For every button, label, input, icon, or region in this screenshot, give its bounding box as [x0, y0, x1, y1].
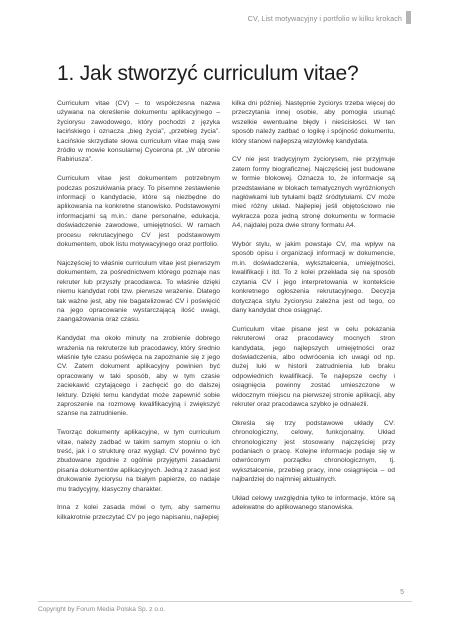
paragraph: Inna z kolei zasada mówi o tym, aby samemu kilkakrotnie przeczytać CV po jego napisaniu, najlepiej	[57, 504, 220, 521]
paragraph: Tworząc dokumenty aplikacyjne, w tym curriculum vitae, należy zadbać w takim samym stopniu o ich treść, jak i o strukturę oraz wygląd. CV powinno być zbudowane zgodnie z ogólnie przyjętymi zasadami pisania dokumentów aplikacyjnych. Jedną z zasad jest drukowanie życiorysu na białym papierze, co nadaje mu tradycyjny, klasyczny charakter.	[57, 429, 220, 493]
paragraph: CV nie jest tradycyjnym życiorysem, nie przyjmuje zatem formy biograficznej. Najczęściej jest budowane w formie blokowej. Oznacza to, że informacje są przedstawiane w blokach tematycznych wyróżnionych nagłówkami lub tytułami bądź śródtytułami. CV może mieć różny układ. Najlepiej jeśli objętościowo nie wykracza poza jedną stronę dokumentu w formacie A4, najdalej poza dwie strony formatu A4.	[232, 156, 395, 230]
paragraph: Curriculum vitae jest dokumentem potrzebnym podczas poszukiwania pracy. To pisemne zestawienie informacji o kandydacie, które są niezbędne do aplikowania na konkretne stanowisko. Podstawowymi informacjami są m.in.: dane personalne, edukacja, doświadczenie zawodowe, umiejętności. W ramach procesu rekrutacyjnego CV jest podstawowym dokumentem, obok listu motywacyjnego oraz portfolio.	[57, 175, 220, 249]
paragraph: Określa się trzy podstawowe układy CV: chronologiczny, celowy, funkcjonalny. Układ chronologiczny jest stosowany najczęściej przy podaniach o pracę. Kolejne informacje podaje się w odwróconym porządku chronologicznym, tj. wykształcenie, przebieg pracy, inne osiągnięcia – od najbardziej do najmniej aktualnych.	[232, 419, 395, 484]
paragraph: Curriculum vitae pisane jest w celu pokazania rekruterowi oraz pracodawcy mocnych stron kandydata, jego najlepszych umiejętności oraz doświadczenia, albo odwrócenia ich uwagi od np. dużej luki w historii zatrudnienia lub braku odpowiednich kwalifikacji. Te najlepsze cechy i osiągnięcia powinny zostać umieszczone w widocznym miejscu na pierwszej stronie aplikacji, aby rekruter oraz pracodawca szybko je odnaleźli.	[232, 325, 395, 408]
paragraph: Kandydat ma około minuty na zrobienie dobrego wrażenia na rekruterze lub pracodawcy, który średnio właśnie tyle czasu poświęca na zapoznanie się z jego CV. Zatem dokument aplikacyjny powinien być opracowany w taki sposób, aby w tym czasie zaciekawić czytającego i zachęcić go do dalszej lektury. Dzięki temu kandydat może zapewnić sobie zaproszenie na rozmowę kwalifikacyjną i zwiększyć szanse na zatrudnienie.	[57, 335, 220, 418]
chapter-title: 1. Jak stworzyć curriculum vitae?	[57, 62, 359, 85]
running-header-text: CV, List motywacyjny i portfolio w kilku krokach	[247, 14, 402, 23]
paragraph: kilka dni później. Następnie życiorys trzeba więcej do przeczytania innej osobie, aby pomogła usunąć wszelkie ewentualne błędy i nieścisłości. W ten sposób należy zadbać o logikę i spójność dokumentu, który stanowi najlepszą wizytówkę kandydata.	[232, 100, 395, 145]
running-header-bar	[406, 11, 411, 24]
footer-copyright: Copyright by Forum Media Polska Sp. z o.o.	[38, 606, 166, 613]
paragraph: Wybór stylu, w jakim powstaje CV, ma wpływ na sposób opisu i organizacji informacji w dokumencie, m.in. doświadczenia, wykształcenia, umiejętności, kwalifikacji i itd. To z kolei przekłada się na sposób czytania CV i jego interpretowania w kontekście konkretnego ogłoszenia rekrutacyjnego. Decyzja dotycząca stylu życiorysu zależna jest od tego, co dany kandydat chce osiągnąć.	[232, 241, 395, 314]
running-header	[248, 14, 402, 23]
right-column	[232, 99, 395, 522]
paragraph: Najczęściej to właśnie curriculum vitae jest pierwszym dokumentem, za pośrednictwem którego poznaje nas rekruter lub przyszły pracodawca. To właśnie dzięki niemu kandydat robi tzw. pierwsze wrażenie. Dlatego tak ważne jest, aby nie bagatelizować CV i poświęcić na jego opracowanie wystarczającą ilość uwagi, zaangażowania oraz czasu.	[57, 259, 220, 324]
footer-divider	[38, 601, 412, 602]
left-column	[57, 99, 220, 532]
paragraph: Układ celowy uwzględnia tylko te informacje, które są adekwatne do aplikowanego stanowiska.	[232, 494, 395, 512]
paragraph: Curriculum vitae (CV) – to współczesna nazwa używana na określenie dokumentu aplikacyjnego – życiorysu zawodowego, który pochodzi z języka łacińskiego i oznacza „bieg życia”, „przebieg życia”. Łacińskie skrzydlate słowa curriculum vitae mają swe źródło w mowie konsularnej Cycerona pt. „W obronie Rabiriusza”.	[57, 100, 220, 164]
page-number: 5	[400, 589, 404, 596]
